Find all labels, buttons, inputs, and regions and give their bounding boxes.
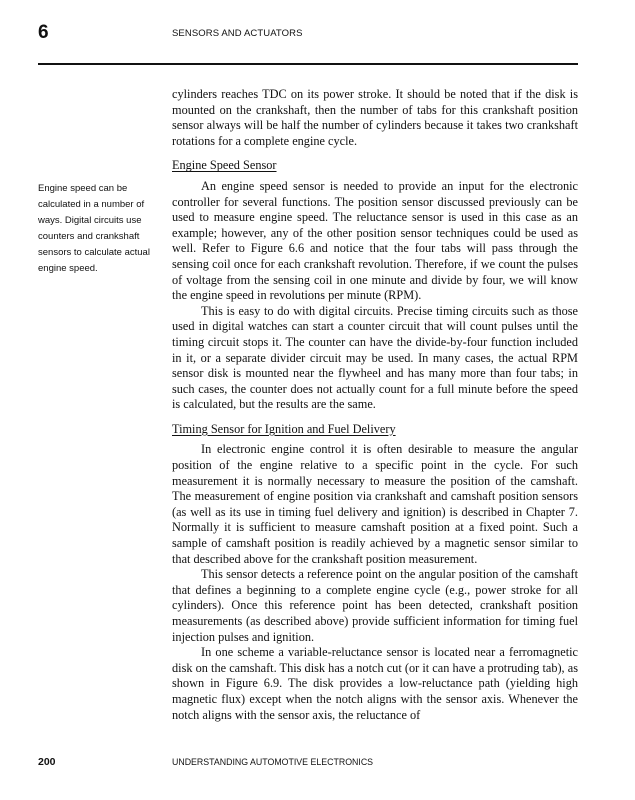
footer-book-title: UNDERSTANDING AUTOMOTIVE ELECTRONICS <box>172 757 374 767</box>
body-paragraph: This sensor detects a reference point on the angular position of the camshaft that defines a beginning to a complete engine cycle (e.g., power stroke for all cylinders). Once this reference point has been detected, crankshaft position measurements (as described above) provide sufficient information for timing fuel injection pulses and ignition. <box>172 567 578 644</box>
margin-note: Engine speed can be calculated in a number of ways. Digital circuits use counters and crankshaft sensors to calculate actual engine speed. <box>38 183 150 274</box>
running-head-title: SENSORS AND ACTUATORS <box>172 28 303 39</box>
body-paragraph: In electronic engine control it is often desirable to measure the angular position of the engine relative to a specific point in the cycle. For such measurement it is normally necessary to measure the position of the camshaft. The measurement of engine position via crankshaft and camshaft position sensors (as well as its use in timing fuel delivery and ignition) is described in Chapter 7. Normally it is sufficient to measure camshaft position at a fixed point. Such a sample of camshaft position is readily achieved by a magnetic sensor similar to that described above for the crankshaft position measurement. <box>172 442 578 566</box>
intro-paragraph: cylinders reaches TDC on its power stroke. It should be noted that if the disk is mounted on the crankshaft, then the number of tabs for this crankshaft position sensor always will be half the number of cylinders because it takes two crankshaft rotations for a complete engine cycle. <box>172 87 578 148</box>
section-heading-engine-speed-sensor: Engine Speed Sensor <box>172 158 277 173</box>
section-heading-timing-sensor: Timing Sensor for Ignition and Fuel Delivery <box>172 421 396 436</box>
body-paragraph: This is easy to do with digital circuits. Precise timing circuits such as those used in digital watches can start a counter circuit that will count pulses until the timing circuit stops it. The counter can have the divide-by-four function included in it, or a separate divider circuit may be used. In many cases, the actual RPM sensor disk is mounted near the flywheel and has many more than four tabs; in such cases, the counter does not actually count for a full minute before the speed is calculated, but the results are the same. <box>172 303 578 412</box>
chapter-number: 6 <box>38 22 49 43</box>
header-rule <box>38 63 578 65</box>
body-paragraph: In one scheme a variable-reluctance sensor is located near a ferromagnetic disk on the camshaft. This disk has a notch cut (or it can have a protruding tab), as shown in Figure 6.9. The disk provides a low-reluctance path (yielding high magnetic flux) except when the notch aligns with the sensor axis. Whenever the notch aligns with the sensor axis, the reluctance of <box>172 645 578 722</box>
main-text-column <box>172 87 578 723</box>
page-number: 200 <box>38 756 56 768</box>
body-paragraph: An engine speed sensor is needed to provide an input for the electronic controller for several functions. The position sensor discussed previously can be used to measure engine speed. The reluctance sensor is used in this case as an example; however, any of the other position sensor techniques could be used as well. Refer to Figure 6.6 and notice that the four tabs will pass through the sensing coil once for each crankshaft revolution. Therefore, if we count the pulses of voltage from the sensing coil in one minute and divide by four, we will know the engine speed in revolutions per minute (RPM). <box>172 178 578 303</box>
